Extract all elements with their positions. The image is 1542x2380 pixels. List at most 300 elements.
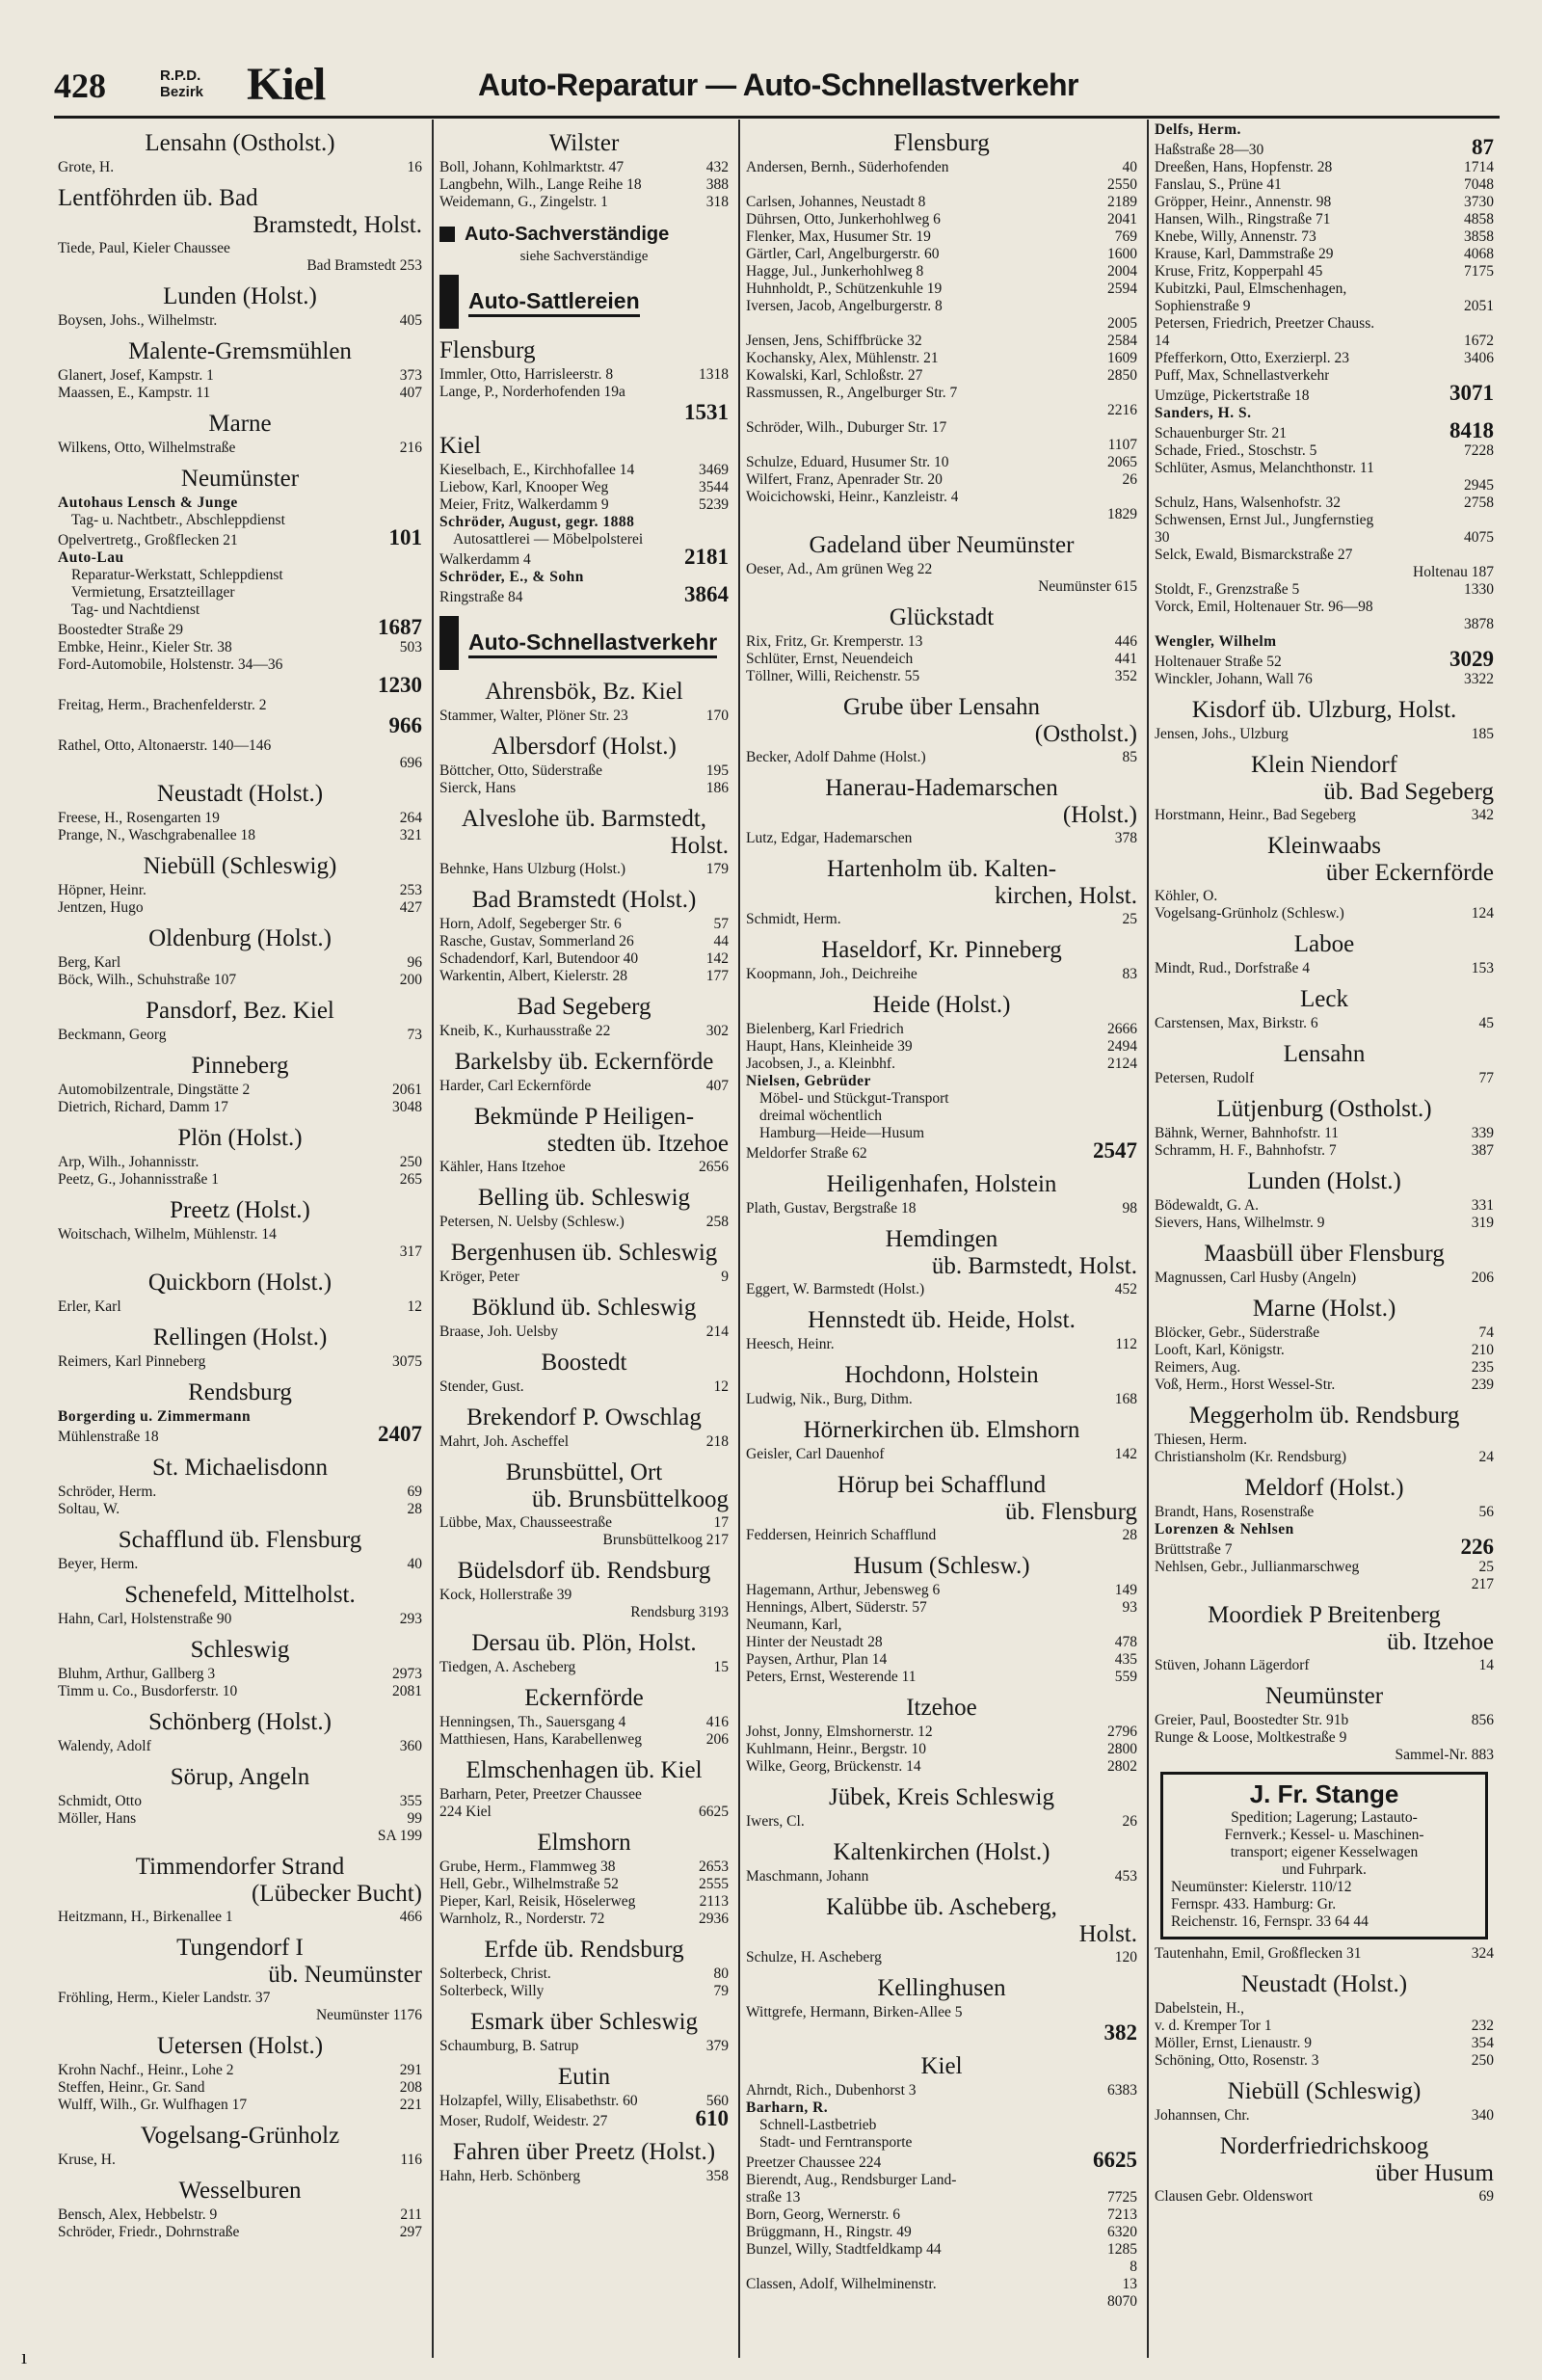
listing-entry	[58, 2062, 422, 2079]
listing-entry	[58, 737, 422, 755]
location-heading-cont: kirchen, Holst.	[995, 883, 1137, 909]
entry-number: 3406	[1464, 350, 1494, 366]
listing-entry	[1155, 350, 1494, 367]
entry-name: Johannsen, Chr.	[1155, 2107, 1250, 2124]
entry-name: Freitag, Herm., Brachenfelderstr. 2	[58, 697, 267, 713]
location-heading: Vogelsang-Grünholz	[140, 2123, 340, 2149]
section-heading	[439, 275, 729, 329]
entry-name: Braase, Joh. Uelsby	[439, 1324, 559, 1340]
location-heading: Lensahn (Ostholst.)	[145, 130, 335, 156]
entry-continuation: 2945	[1464, 477, 1494, 494]
entry-number: 28	[1122, 1527, 1137, 1543]
entry-name: Jentzen, Hugo	[58, 899, 144, 916]
location-heading: Tungendorf I	[176, 1935, 304, 1961]
entry-name: Schlüter, Asmus, Melanchthonstr. 11	[1155, 460, 1374, 476]
header-rule	[54, 116, 1500, 119]
location-heading: Schafflund üb. Flensburg	[118, 1527, 362, 1553]
entry-number: 610	[695, 2106, 729, 2130]
entry-name: Beyer, Herm.	[58, 1556, 139, 1572]
listing-entry	[1155, 1657, 1494, 1674]
entry-name: Mühlenstraße 18	[58, 1429, 159, 1445]
entry-name: Kneib, K., Kurhausstraße 22	[439, 1023, 611, 1039]
listing-entry	[1155, 2052, 1494, 2070]
entry-name: Berg, Karl	[58, 954, 121, 971]
location-heading: Eckernförde	[524, 1685, 644, 1711]
location-heading: Timmendorfer Strand	[135, 1854, 345, 1880]
listing-entry	[439, 1876, 729, 1893]
location-heading: Bad Segeberg	[517, 994, 651, 1020]
entry-number: 1285	[1107, 2241, 1137, 2258]
entry-number: 216	[399, 440, 422, 456]
entry-number: 2850	[1107, 367, 1137, 384]
advertisement-line: Fernverk.; Kessel- u. Maschinen-	[1224, 1827, 1424, 1843]
listing-entry	[1155, 512, 1494, 529]
entry-number: 14	[1478, 1657, 1494, 1673]
entry-continuation: Bad Bramstedt 253	[306, 257, 422, 274]
entry-name: Böck, Wilh., Schuhstraße 107	[58, 972, 237, 988]
entry-name: Schauenburger Str. 21	[1155, 425, 1288, 441]
listing-entry	[746, 298, 1137, 315]
location-heading: Dersau üb. Plön, Holst.	[471, 1630, 697, 1656]
listing-entry	[1155, 135, 1494, 159]
entry-number: 57	[713, 916, 729, 932]
listing-entry	[439, 1433, 729, 1451]
listing-entry	[58, 240, 422, 257]
entry-name: Hansen, Wilh., Ringstraße 71	[1155, 211, 1331, 227]
entry-name: Matthiesen, Hans, Karabellenweg	[439, 1731, 643, 1748]
location-heading: Ahrensbök, Bz. Kiel	[485, 679, 683, 705]
listing-entry	[439, 1731, 729, 1749]
location-heading: Gadeland über Neumünster	[809, 532, 1075, 558]
rpd-label: R.P.D.	[160, 67, 201, 84]
entry-number: 1609	[1107, 350, 1137, 366]
entry-name: Dabelstein, H.,	[1155, 2000, 1244, 2017]
entry-number: 446	[1114, 633, 1137, 650]
listing-entry	[1155, 333, 1494, 350]
entry-number: 2555	[699, 1876, 729, 1892]
entry-name: Johst, Jonny, Elmshornerstr. 12	[746, 1724, 933, 1740]
listing-entry	[746, 2206, 1137, 2224]
entry-number: 25	[1122, 911, 1137, 927]
listing-entry	[1155, 1504, 1494, 1521]
location-heading: Schleswig	[190, 1637, 290, 1663]
entry-number: 93	[1122, 1599, 1137, 1616]
entry-number: 5239	[699, 496, 729, 513]
entry-name: Schröder, Friedr., Dohrnstraße	[58, 2224, 240, 2240]
entry-number: 112	[1115, 1336, 1137, 1352]
entry-number: 12	[407, 1298, 422, 1315]
listing-entry	[58, 2079, 422, 2097]
entry-name: Horn, Adolf, Segeberger Str. 6	[439, 916, 622, 932]
entry-number: 45	[1478, 1015, 1494, 1031]
listing-entry	[746, 1599, 1137, 1617]
entry-number: 388	[705, 176, 729, 193]
entry-name: Dreeßen, Hans, Hopfenstr. 28	[1155, 159, 1333, 175]
entry-number: 200	[399, 972, 422, 988]
listing-entry	[58, 2206, 422, 2224]
listing-entry	[58, 827, 422, 844]
entry-name: Boll, Johann, Kohlmarktstr. 47	[439, 159, 625, 175]
entry-number: 6383	[1107, 2082, 1137, 2099]
entry-number: 407	[399, 385, 422, 401]
entry-name: Hahn, Carl, Holstenstraße 90	[58, 1611, 232, 1627]
entry-number: 432	[705, 159, 729, 175]
entry-number: 264	[399, 810, 422, 826]
entry-name: Haupt, Hans, Kleinheide 39	[746, 1038, 913, 1055]
entry-name: Walkerdamm 4	[439, 551, 531, 568]
entry-number: 185	[1471, 726, 1494, 742]
location-heading: Bad Bramstedt (Holst.)	[471, 887, 697, 913]
listing-entry	[746, 246, 1137, 263]
listing-entry	[746, 2189, 1137, 2206]
bezirk-label: Bezirk	[160, 84, 204, 100]
entry-name: Carstensen, Max, Birkstr. 6	[1155, 1015, 1318, 1031]
location-heading-cont: stedten üb. Itzehoe	[546, 1131, 729, 1157]
entry-number: 44	[713, 933, 729, 949]
entry-number: 12	[713, 1378, 729, 1395]
listing-entry	[1155, 888, 1494, 905]
listing-entry	[746, 561, 1137, 578]
entry-name: Dührsen, Otto, Junkerhohlweg 6	[746, 211, 941, 227]
entry-detail: Schnell-Lastbetrieb	[759, 2117, 877, 2133]
location-heading: Meldorf (Holst.)	[1244, 1475, 1404, 1501]
entry-name: Holtenauer Straße 52	[1155, 654, 1282, 670]
entry-name: Schlüter, Ernst, Neuendeich	[746, 651, 914, 667]
entry-name: Lorenzen & Nehlsen	[1155, 1521, 1294, 1538]
location-heading: Kleinwaabs	[1266, 833, 1382, 859]
entry-name: Rix, Fritz, Gr. Kremperstr. 13	[746, 633, 923, 650]
entry-name: Bluhm, Arthur, Gallberg 3	[58, 1666, 216, 1682]
entry-number: 340	[1471, 2107, 1494, 2124]
listing-entry	[1155, 315, 1494, 333]
entry-name: v. d. Kremper Tor 1	[1155, 2018, 1272, 2034]
listing-entry	[1155, 647, 1494, 671]
entry-name: Henningsen, Th., Sauersgang 4	[439, 1714, 626, 1730]
listing-entry	[746, 830, 1137, 847]
entry-number: 2051	[1464, 298, 1494, 314]
entry-name: Solterbeck, Christ.	[439, 1966, 551, 1982]
listing-entry	[1155, 298, 1494, 315]
entry-name: Blöcker, Gebr., Süderstraße	[1155, 1324, 1320, 1341]
section-bullet-icon	[439, 227, 455, 242]
listing-entry	[1155, 1449, 1494, 1466]
entry-detail: Reparatur-Werkstatt, Schleppdienst	[71, 567, 283, 583]
listing-entry	[439, 1587, 729, 1604]
entry-name: Beckmann, Georg	[58, 1027, 167, 1043]
entry-detail: Tag- u. Nachtbetr., Abschleppdienst	[71, 512, 285, 528]
listing-entry	[1155, 1342, 1494, 1359]
entry-name: Petersen, N. Uelsby (Schlesw.)	[439, 1214, 625, 1230]
entry-number: 1318	[699, 366, 729, 383]
entry-number: 2494	[1107, 1038, 1137, 1055]
entry-name: Neumann, Karl,	[746, 1617, 842, 1633]
entry-name: Meier, Fritz, Walkerdamm 9	[439, 496, 609, 513]
entry-number: 6625	[699, 1804, 729, 1820]
entry-number: 2653	[699, 1859, 729, 1875]
entry-number: 324	[1471, 1945, 1494, 1962]
entry-number: 7228	[1464, 442, 1494, 459]
listing-entry	[1155, 281, 1494, 298]
entry-detail: Hamburg—Heide—Husum	[759, 1125, 925, 1141]
entry-name: Reimers, Aug.	[1155, 1359, 1241, 1376]
listing-entry	[439, 1214, 729, 1231]
location-heading: Hörup bei Schafflund	[837, 1472, 1047, 1498]
entry-name: Steffen, Heinr., Gr. Sand	[58, 2079, 205, 2096]
listing-entry	[1155, 1377, 1494, 1394]
entry-number: 503	[399, 639, 422, 655]
entry-name: Brüggmann, H., Ringstr. 49	[746, 2224, 912, 2240]
entry-name: Brüttstraße 7	[1155, 1541, 1233, 1558]
entry-detail: Autosattlerei — Möbelpolsterei	[453, 531, 644, 548]
listing-entry	[439, 1159, 729, 1176]
entry-name: 224 Kiel	[439, 1804, 492, 1820]
entry-name: Opelvertretg., Großflecken 21	[58, 532, 238, 548]
entry-name: Schwensen, Ernst Jul., Jungfernstieg	[1155, 512, 1374, 528]
listing-entry	[1155, 905, 1494, 923]
entry-continuation: Holtenau 187	[1413, 564, 1494, 580]
entry-name: Soltau, W.	[58, 1501, 120, 1517]
listing-entry	[1155, 246, 1494, 263]
entry-name: Kieselbach, E., Kirchhofallee 14	[439, 462, 635, 478]
location-heading-cont: Holst.	[1078, 1921, 1137, 1947]
location-heading: Marne (Holst.)	[1252, 1296, 1396, 1322]
listing-entry	[746, 1758, 1137, 1776]
listing-entry	[746, 1582, 1137, 1599]
listing-entry	[746, 1813, 1137, 1831]
listing-entry	[746, 281, 1137, 298]
entry-number: 452	[1114, 1281, 1137, 1297]
listing-entry	[746, 2004, 1137, 2021]
entry-number: 232	[1471, 2018, 1494, 2034]
location-heading: Husum (Schlesw.)	[853, 1553, 1030, 1579]
advertisement-line: Reichenstr. 16, Fernspr. 33 64 44	[1171, 1913, 1369, 1930]
listing-entry	[439, 1714, 729, 1731]
listing-entry	[58, 385, 422, 402]
entry-name: Heitzmann, H., Birkenallee 1	[58, 1909, 233, 1925]
entry-name: Kubitzki, Paul, Elmschenhagen,	[1155, 281, 1347, 297]
entry-number: 85	[1122, 749, 1137, 765]
location-heading: Niebüll (Schleswig)	[143, 853, 337, 879]
entry-number: 2594	[1107, 281, 1137, 297]
listing-entry	[58, 159, 422, 176]
listing-entry	[746, 911, 1137, 928]
location-heading: Plön (Holst.)	[177, 1125, 303, 1151]
entry-name: Hennings, Albert, Süderstr. 57	[746, 1599, 927, 1616]
listing-entry	[746, 1617, 1137, 1634]
entry-name: Tiede, Paul, Kieler Chaussee	[58, 240, 230, 256]
entry-number: 69	[1478, 2188, 1494, 2205]
entry-name: Hell, Gebr., Wilhelmstraße 52	[439, 1876, 619, 1892]
advertisement-box	[1160, 1772, 1488, 1939]
listing-entry	[1155, 2018, 1494, 2035]
entry-name: Vogelsang-Grünholz (Schlesw.)	[1155, 905, 1344, 922]
entry-name: Ahrndt, Rich., Dubenhorst 3	[746, 2082, 917, 2099]
listing-entry	[746, 1056, 1137, 1073]
entry-continuation: 1230	[378, 673, 422, 697]
listing-entry	[439, 861, 729, 878]
listing-entry	[1155, 495, 1494, 512]
entry-name: Ringstraße 84	[439, 589, 523, 605]
listing-entry	[746, 159, 1137, 176]
entry-number: 378	[1114, 830, 1137, 846]
listing-entry	[1155, 529, 1494, 547]
location-heading: Pansdorf, Bez. Kiel	[146, 998, 334, 1024]
column-2	[439, 121, 729, 2358]
entry-name: Lange, P., Norderhofenden 19a	[439, 384, 625, 400]
margin-mark: ı	[21, 2344, 28, 2368]
entry-name: Rasche, Gustav, Sommerland 26	[439, 933, 634, 949]
entry-name: Preetzer Chaussee 224	[746, 2154, 882, 2171]
entry-name: Wengler, Wilhelm	[1155, 633, 1277, 650]
listing-entry	[1155, 1015, 1494, 1032]
listing-entry	[746, 1446, 1137, 1463]
location-heading-cont: über Eckernförde	[1325, 860, 1494, 886]
listing-entry	[746, 1021, 1137, 1038]
entry-number: 2061	[392, 1082, 422, 1098]
location-heading: Uetersen (Holst.)	[156, 2033, 324, 2059]
entry-number: 2584	[1107, 333, 1137, 349]
listing-entry	[1155, 581, 1494, 599]
entry-name: Delfs, Herm.	[1155, 121, 1241, 138]
listing-entry	[439, 950, 729, 968]
entry-name: Immler, Otto, Harrisleerstr. 8	[439, 366, 614, 383]
entry-name: Woitschach, Wilhelm, Mühlenstr. 14	[58, 1226, 277, 1243]
listing-entry	[58, 1298, 422, 1316]
entry-name: Horstmann, Heinr., Bad Segeberg	[1155, 807, 1356, 823]
location-heading: Schenefeld, Mittelholst.	[124, 1582, 356, 1608]
entry-name: Puff, Max, Schnellastverkehr	[1155, 367, 1330, 384]
entry-number: 3075	[392, 1353, 422, 1370]
location-heading: Elmshorn	[537, 1830, 631, 1856]
listing-entry	[439, 916, 729, 933]
entry-number: 40	[407, 1556, 422, 1572]
section-bullet-icon	[439, 616, 459, 670]
listing-entry	[58, 2097, 422, 2114]
location-heading: Eutin	[557, 2064, 611, 2090]
listing-entry	[58, 1611, 422, 1628]
entry-number: 168	[1114, 1391, 1137, 1407]
location-heading: Barkelsby üb. Eckernförde	[454, 1049, 714, 1075]
entry-number: 4858	[1464, 211, 1494, 227]
entry-name: Petersen, Rudolf	[1155, 1070, 1255, 1086]
entry-number: 13	[1122, 2276, 1137, 2292]
section-heading	[439, 616, 729, 670]
entry-number: 69	[407, 1484, 422, 1500]
listing-entry	[746, 194, 1137, 211]
location-heading: Heiligenhafen, Holstein	[826, 1171, 1057, 1197]
entry-number: 226	[1460, 1535, 1494, 1559]
listing-entry	[58, 549, 422, 567]
entry-name: Liebow, Karl, Knooper Weg	[439, 479, 609, 495]
location-heading: Erfde üb. Rendsburg	[484, 1937, 684, 1963]
entry-number: 239	[1471, 1377, 1494, 1393]
entry-name: Schröder, August, gegr. 1888	[439, 514, 635, 530]
location-heading-cont: Holst.	[670, 833, 729, 859]
listing-entry	[746, 2241, 1137, 2259]
entry-name: Jensen, Johs., Ulzburg	[1155, 726, 1289, 742]
listing-entry	[58, 1484, 422, 1501]
section-heading	[439, 221, 729, 248]
entry-number: 379	[705, 2038, 729, 2054]
entry-number: 3029	[1449, 647, 1494, 671]
entry-name: Maschmann, Johann	[746, 1868, 869, 1885]
entry-name: Freese, H., Rosengarten 19	[58, 810, 220, 826]
location-heading-cont: üb. Flensburg	[1004, 1499, 1137, 1525]
location-heading: Rellingen (Holst.)	[152, 1324, 328, 1350]
entry-name: Walendy, Adolf	[58, 1738, 151, 1754]
entry-number: 4075	[1464, 529, 1494, 546]
listing-entry	[58, 1683, 422, 1700]
listing-entry	[58, 312, 422, 330]
listing-entry	[58, 1501, 422, 1518]
listing-entry	[1155, 633, 1494, 651]
listing-entry	[439, 1893, 729, 1911]
listing-entry	[439, 1983, 729, 2000]
entry-number: 2666	[1107, 1021, 1137, 1037]
listing-entry	[439, 384, 729, 401]
advertisement-line: Fernspr. 433. Hamburg: Gr.	[1171, 1896, 1337, 1912]
entry-detail: Vermietung, Ersatzteillager	[71, 584, 235, 601]
location-heading: Heide (Holst.)	[872, 992, 1011, 1018]
entry-name: Wilfert, Franz, Apenrader Str. 20	[746, 471, 943, 488]
entry-number: 96	[407, 954, 422, 971]
entry-name: Schramm, H. F., Bahnhofstr. 7	[1155, 1142, 1337, 1159]
listing-entry	[439, 968, 729, 985]
entry-number: 387	[1471, 1142, 1494, 1159]
entry-number: 2189	[1107, 194, 1137, 210]
listing-entry	[746, 1741, 1137, 1758]
entry-continuation: 696	[399, 755, 422, 771]
listing-entry	[746, 228, 1137, 246]
entry-continuation: 2550	[1107, 176, 1137, 193]
entry-number: 2113	[699, 1893, 729, 1910]
section-reference: siehe Sachverständige	[519, 249, 649, 264]
listing-entry	[439, 1078, 729, 1095]
entry-number: 2547	[1093, 1138, 1137, 1163]
location-heading-cont: üb. Neumünster	[268, 1962, 422, 1988]
listing-entry	[439, 1659, 729, 1676]
listing-entry	[439, 708, 729, 725]
entry-name: Barharn, R.	[746, 2099, 829, 2116]
entry-name: Warkentin, Albert, Kielerstr. 28	[439, 968, 628, 984]
entry-name: Sievers, Hans, Wilhelmstr. 9	[1155, 1215, 1325, 1231]
listing-entry	[746, 2148, 1137, 2172]
location-heading: Itzehoe	[906, 1695, 977, 1721]
listing-entry	[58, 899, 422, 917]
listing-entry	[1155, 1125, 1494, 1142]
entry-number: 297	[399, 2224, 422, 2240]
listing-entry	[1155, 1945, 1494, 1963]
listing-entry	[439, 1911, 729, 1928]
entry-number: 339	[1471, 1125, 1494, 1141]
entry-number: 2004	[1107, 263, 1137, 280]
entry-name: Kruse, Fritz, Kopperpahl 45	[1155, 263, 1323, 280]
entry-name: Kruse, H.	[58, 2152, 116, 2168]
location-heading: Kaltenkirchen (Holst.)	[833, 1839, 1050, 1865]
location-heading: Belling üb. Schleswig	[477, 1185, 691, 1211]
listing-entry	[1155, 460, 1494, 477]
listing-entry	[1155, 405, 1494, 422]
listing-entry	[746, 333, 1137, 350]
entry-name: Bielenberg, Karl Friedrich	[746, 1021, 904, 1037]
entry-name: Stammer, Walter, Plöner Str. 23	[439, 708, 628, 724]
listing-entry	[746, 1281, 1137, 1298]
entry-name: Thiesen, Herm.	[1155, 1431, 1247, 1448]
entry-number: 2973	[392, 1666, 422, 1682]
listing-entry	[746, 1391, 1137, 1408]
listing-entry	[746, 2224, 1137, 2241]
entry-number: 321	[399, 827, 422, 843]
